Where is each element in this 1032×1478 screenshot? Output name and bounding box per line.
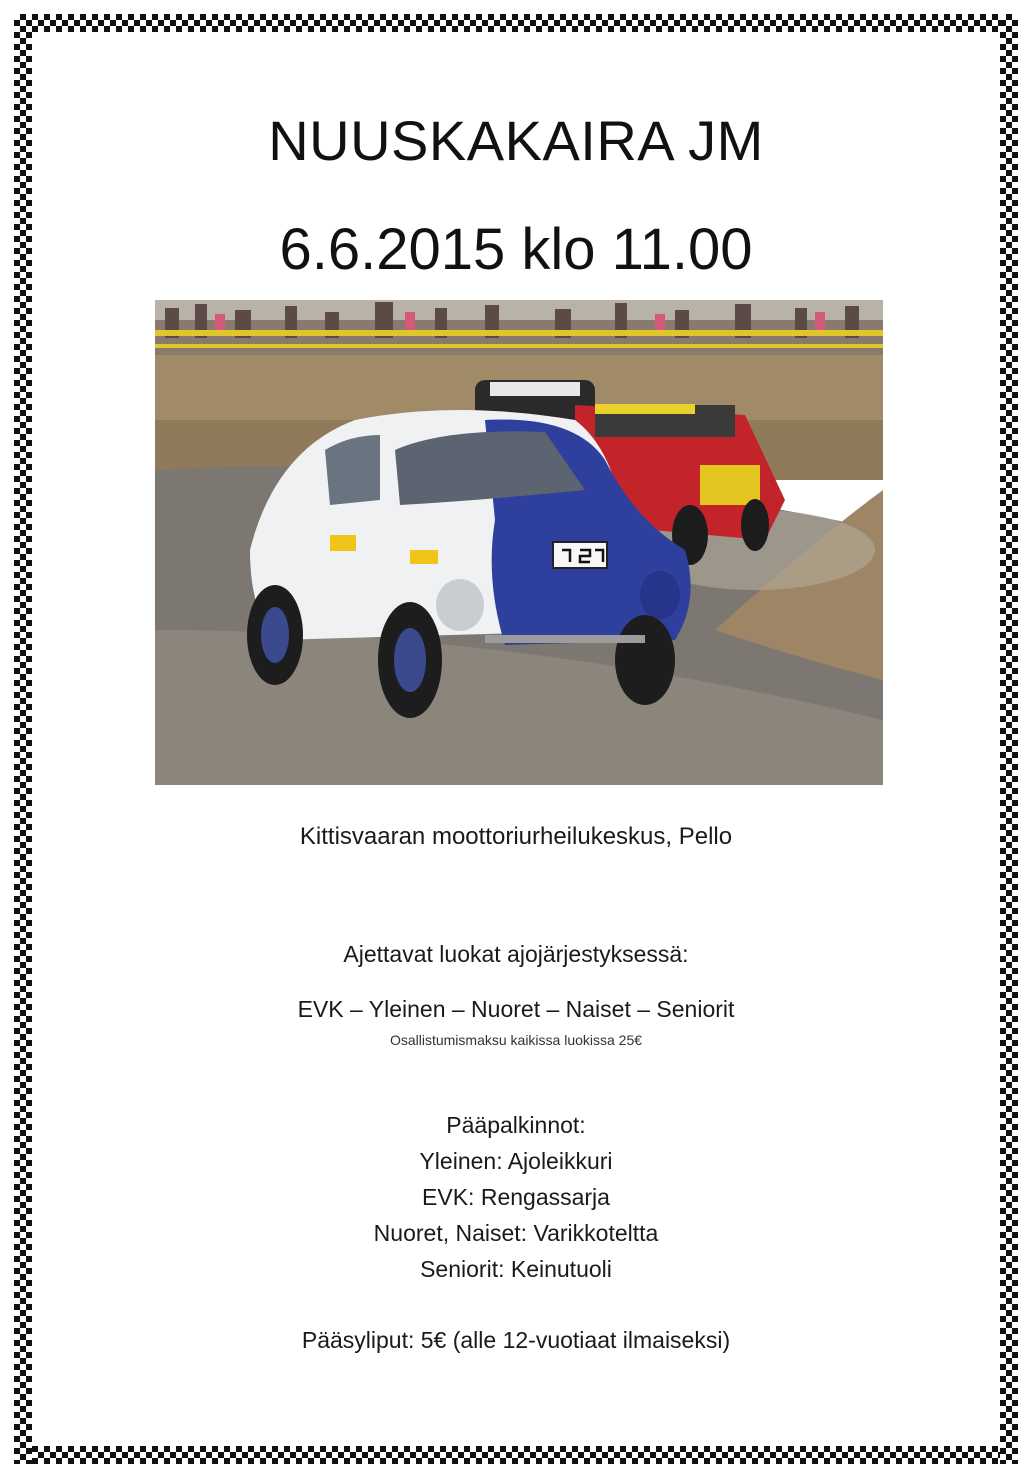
classes-list: EVK – Yleinen – Nuoret – Naiset – Seniorit bbox=[297, 996, 735, 1022]
participation-fee-note: Osallistumismaksu kaikissa luokissa 25€ bbox=[389, 1032, 643, 1048]
prize-line: Seniorit: Keinutuoli bbox=[420, 1256, 612, 1282]
event-datetime: 6.6.2015 klo 11.00 bbox=[279, 217, 753, 282]
checkered-border-bottom bbox=[14, 1446, 1018, 1464]
prizes-heading: Pääpalkinnot: bbox=[446, 1112, 586, 1138]
prize-line: Yleinen: Ajoleikkuri bbox=[419, 1148, 613, 1174]
classes-heading: Ajettavat luokat ajojärjestyksessä: bbox=[343, 941, 689, 967]
prize-line: Nuoret, Naiset: Varikkoteltta bbox=[373, 1220, 659, 1246]
venue-text: Kittisvaaran moottoriurheilukeskus, Pello bbox=[299, 823, 733, 850]
event-title: NUUSKAKAIRA JM bbox=[268, 109, 764, 172]
ticket-price-text: Pääsyliput: 5€ (alle 12-vuotiaat ilmaiseksi) bbox=[301, 1327, 731, 1353]
checkered-border-top bbox=[14, 14, 1018, 32]
prize-line: EVK: Rengassarja bbox=[422, 1184, 610, 1210]
race-photo bbox=[155, 300, 883, 785]
